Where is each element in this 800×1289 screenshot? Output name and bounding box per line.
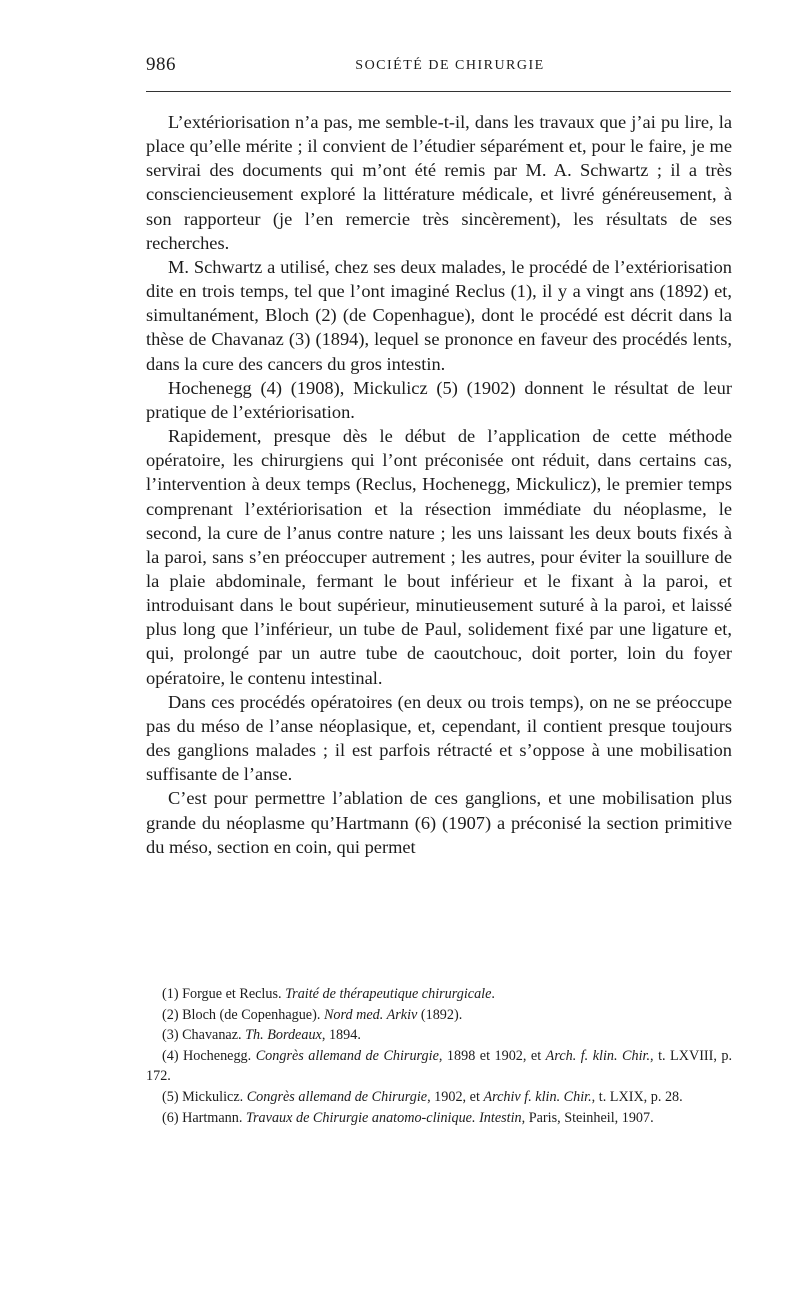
footnote-title: Traité de thérapeutique chirurgicale [285, 986, 492, 1002]
footnote [146, 984, 732, 1005]
footnote [146, 1046, 732, 1087]
page-number: 986 [146, 54, 176, 75]
footnote-author: Hartmann. [182, 1109, 243, 1126]
footnote-title-2: Arch. f. klin. Chir. [545, 1047, 651, 1064]
header-rule [146, 91, 731, 92]
footnote [146, 1005, 732, 1026]
footnote-mark: (4) [162, 1047, 179, 1064]
footnote-title: Congrès allemand de Chirurgie [255, 1047, 439, 1064]
paragraph: M. Schwartz a utilisé, chez ses deux malades, le procédé de l’extériorisation dite en trois temps, tel que l’ont imaginé Reclus (1), il y a vingt ans (1892) et, simultanément, Bloch (2) (de Copenhague), dont le procédé est décrit dans la thèse de Chavanaz (3) (1894), lequel se prononce en faveur des procédés lents, dans la cure des cancers du gros intestin. [146, 256, 732, 374]
footnote-rest-2: , t. LXVIII, p. 172. [146, 1047, 733, 1085]
running-title: SOCIÉTÉ DE CHIRURGIE [355, 58, 545, 73]
footnote-mark: (2) [162, 1006, 179, 1023]
paragraph: C’est pour permettre l’ablation de ces ganglions, et une mobilisation plus grande du néoplasme qu’Hartmann (6) (1907) a préconisé la section primitive du méso, section en coin, qui permet [146, 788, 732, 857]
footnotes [146, 984, 732, 1128]
footnote-rest-2: , t. LXIX, p. 28. [591, 1088, 683, 1105]
footnote-rest: (1892). [417, 1006, 463, 1023]
footnote-rest: , Paris, Steinheil, 1907. [521, 1109, 654, 1126]
footnote-mark: (5) [162, 1088, 179, 1105]
footnote-author: Chavanaz. [182, 1027, 242, 1044]
footnote-author: Mickulicz. [182, 1088, 244, 1105]
footnote-title: Congrès allemand de Chirurgie [246, 1088, 428, 1105]
footnote [146, 1087, 732, 1108]
footnote-rest: , 1894. [321, 1027, 361, 1044]
footnote-author: Bloch (de Copenhague). [182, 1006, 321, 1023]
footnote-title-2: Archiv f. klin. Chir. [483, 1088, 592, 1105]
footnote-title: Nord med. Arkiv [323, 1006, 418, 1023]
footnote-mark: (6) [162, 1109, 179, 1126]
footnote-rest: . [491, 986, 495, 1002]
body-text [146, 110, 732, 859]
footnote-mark: (1) [162, 986, 179, 1002]
footnote-mark: (3) [162, 1027, 179, 1044]
footnote-author: Forgue et Reclus. [182, 986, 282, 1002]
footnote-title: Th. Bordeaux [245, 1027, 322, 1044]
paragraph: Dans ces procédés opératoires (en deux ou trois temps), on ne se préoccupe pas du méso de l’anse néoplasique, et, cependant, il contient presque toujours des ganglions malades ; il est parfois rétracté et s’oppose à une mobilisation suffisante de l’anse. [146, 691, 732, 785]
footnote-author: Hochenegg. [183, 1047, 252, 1064]
paragraph: Hochenegg (4) (1908), Mickulicz (5) (1902) donnent le résultat de leur pratique de l’extériorisation. [146, 377, 732, 422]
footnote-title: Travaux de Chirurgie anatomo-clinique. Intestin [245, 1109, 522, 1126]
paragraph: L’extériorisation n’a pas, me semble-t-il, dans les travaux que j’ai pu lire, la place qu’elle mérite ; il convient de l’étudier séparément et, pour le faire, je me servirai des documents qui m’ont été remis par M. A. Schwartz ; il a très consciencieusement exploré la littérature médicale, et livré généreusement, à son rapporteur (je l’en remercie très sincèrement), les résultats de ses recherches. [146, 112, 732, 253]
footnote [146, 1025, 732, 1046]
footnote [146, 1108, 732, 1129]
footnote-rest: , 1898 et 1902, et [438, 1047, 546, 1064]
footnote-rest: , 1902, et [427, 1088, 484, 1105]
paragraph: Rapidement, presque dès le début de l’application de cette méthode opératoire, les chirurgiens qui l’ont préconisée ont réduit, dans certains cas, l’intervention à deux temps (Reclus, Hochenegg, Mickulicz), le premier temps comprenant l’extériorisation et la résection immédiate du néoplasme, le second, la cure de l’anus contre nature ; les uns laissant les deux bouts fixés à la paroi, sans s’en préoccuper autrement ; les autres, pour éviter la souillure de la plaie abdominale, fermant le bout inférieur et le fixant à la paroi, et introduisant dans le bout supérieur, minutieusement suturé à la paroi, et laissé plus long que l’inférieur, un tube de Paul, solidement fixé par une ligature et, qui, prolongé par un autre tube de caoutchouc, doit porter, loin du foyer opératoire, le contenu intestinal. [146, 426, 732, 688]
